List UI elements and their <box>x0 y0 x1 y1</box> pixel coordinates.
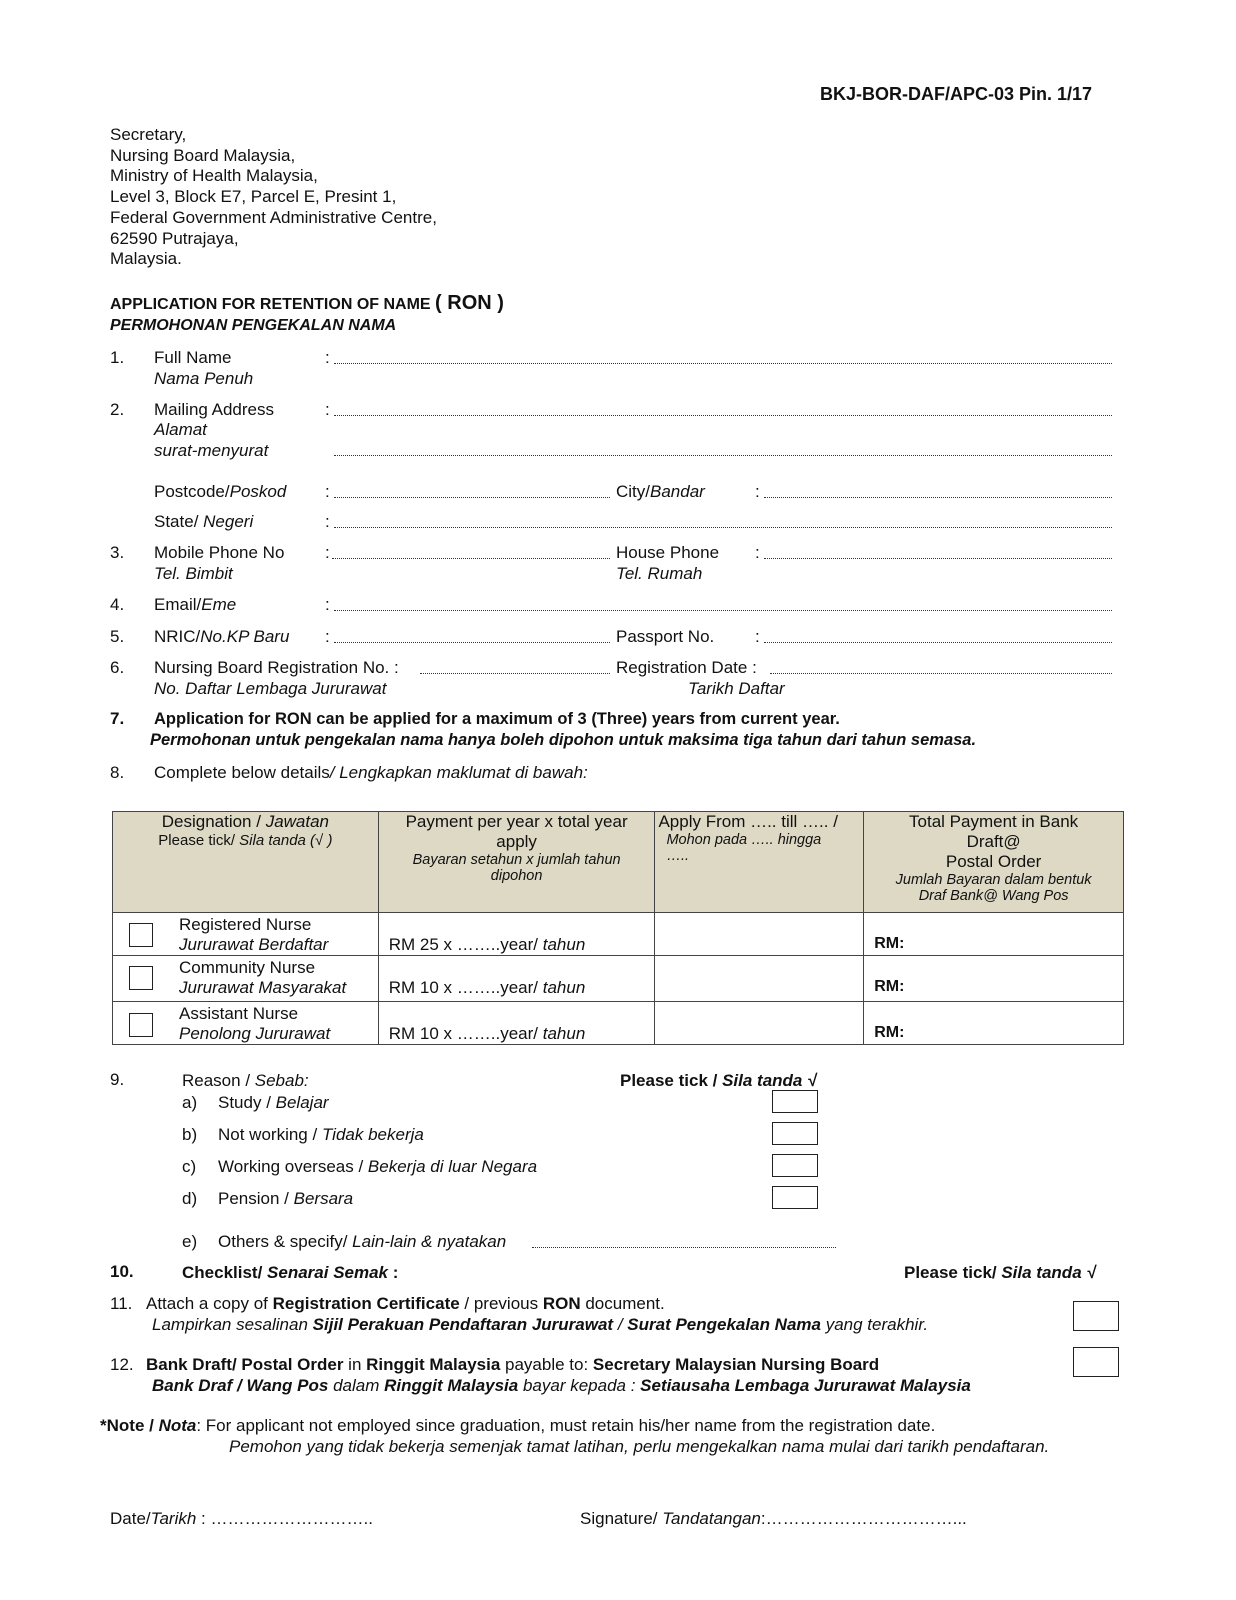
full-name-field[interactable] <box>334 363 1112 364</box>
item-number: 7. <box>110 709 125 728</box>
total-label: RM: <box>874 978 905 995</box>
postcode-field[interactable] <box>334 497 610 498</box>
header-designation: Designation / Jawatan Please tick/ Sila tanda (√ ) <box>113 812 379 913</box>
designation-en: Registered Nurse <box>179 915 312 934</box>
payment-cell: RM 10 x ……..year/ tahun <box>378 1002 655 1045</box>
payment-cell: RM 25 x ……..year/ tahun <box>378 913 655 956</box>
mailing-address-field-1[interactable] <box>334 415 1112 416</box>
reason-others: Others & specify/ Lain-lain & nyatakan <box>218 1232 507 1251</box>
reason-overseas: Working overseas / Bekerja di luar Negara <box>218 1157 538 1176</box>
note-text-ms: Pemohon yang tidak bekerja semenjak tamat latihan, perlu mengekalkan nama mulai dari tarikh pendaftaran. <box>229 1437 1050 1456</box>
item12-text-ms: Bank Draf / Wang Pos dalam Ringgit Malaysia bayar kepada : Setiausaha Lembaga Jururawat Malaysia <box>152 1376 971 1395</box>
table-row <box>113 1002 1124 1045</box>
address-line: Level 3, Block E7, Parcel E, Presint 1, <box>110 187 397 207</box>
header-apply-period: Apply From ….. till ….. / Mohon pada ….. hingga ….. <box>655 812 864 913</box>
item12-text: Bank Draft/ Postal Order in Ringgit Malaysia payable to: Secretary Malaysian Nursing Board <box>146 1355 880 1374</box>
total-payment-cell[interactable] <box>864 913 1124 956</box>
designation-en: Assistant Nurse <box>179 1004 299 1023</box>
checklist-tick-instruction: Please tick/ Sila tanda √ <box>904 1263 1096 1282</box>
full-name-label: Full Name <box>154 348 232 367</box>
designation-ms: Jururawat Masyarakat <box>179 978 347 997</box>
house-phone-label: House Phone <box>616 543 720 562</box>
designation-ms: Penolong Jururawat <box>179 1024 331 1043</box>
apply-period-cell[interactable] <box>655 1002 864 1045</box>
item-number: 8. <box>110 763 125 782</box>
passport-label: Passport No. <box>616 627 715 646</box>
house-phone-label-ms: Tel. Rumah <box>616 564 703 583</box>
total-label: RM: <box>874 935 905 952</box>
reason-tick-instruction: Please tick / Sila tanda √ <box>620 1071 817 1090</box>
apply-period-cell[interactable] <box>655 956 864 1002</box>
payment-cell: RM 10 x ……..year/ tahun <box>378 956 655 1002</box>
form-title-ms: PERMOHONAN PENGEKALAN NAMA <box>110 317 397 334</box>
reason-study-checkbox[interactable] <box>772 1090 818 1113</box>
house-phone-field[interactable] <box>764 558 1112 559</box>
registration-date-field[interactable] <box>770 673 1112 674</box>
table-row <box>113 956 1124 1002</box>
reason-overseas-checkbox[interactable] <box>772 1154 818 1177</box>
colon: : <box>325 348 330 367</box>
address-line: 62590 Putrajaya, <box>110 228 239 248</box>
item11-text-ms: Lampirkan sesalinan Sijil Perakuan Pendaftaran Jururawat / Surat Pengekalan Nama yang terakhir. <box>152 1315 929 1334</box>
reason-study: Study / Belajar <box>218 1093 329 1112</box>
address-line: Secretary, <box>110 125 187 144</box>
reason-key: c) <box>182 1157 197 1176</box>
registration-date-label: Registration Date : <box>616 658 757 677</box>
registration-no-field[interactable] <box>420 673 610 674</box>
address-line: Malaysia. <box>110 249 182 269</box>
designation-cell <box>113 913 379 956</box>
item7-text-ms: Permohonan untuk pengekalan nama hanya boleh dipohon untuk maksima tiga tahun dari tahun semasa. <box>150 731 977 749</box>
reason-key: a) <box>182 1093 198 1112</box>
field-number: 4. <box>110 595 125 614</box>
form-code: BKJ-BOR-DAF/APC-03 Pin. 1/17 <box>820 84 1093 104</box>
item7-text: Application for RON can be applied for a maximum of 3 (Three) years from current year. <box>154 710 840 728</box>
registration-no-label: Nursing Board Registration No. : <box>154 658 399 677</box>
nric-label: NRIC/No.KP Baru <box>154 627 290 646</box>
registration-date-label-ms: Tarikh Daftar <box>688 679 785 698</box>
state-label: State/ Negeri <box>154 512 254 531</box>
reason-key: b) <box>182 1125 198 1144</box>
item-number: 11. <box>110 1294 133 1313</box>
recipient-address <box>110 125 437 270</box>
full-name-label-ms: Nama Penuh <box>154 369 254 388</box>
total-label: RM: <box>874 1024 905 1041</box>
colon: : <box>325 595 330 614</box>
note-text: *Note / Nota: For applicant not employed since graduation, must retain his/her name from the registration date. <box>100 1416 936 1435</box>
postcode-label: Postcode/Poskod <box>154 482 287 501</box>
item-number: 10. <box>110 1262 134 1281</box>
title-ron: ( RON ) <box>435 292 504 314</box>
registration-no-label-ms: No. Daftar Lembaga Jururawat <box>154 679 387 698</box>
item-number: 12. <box>110 1355 134 1374</box>
total-payment-cell[interactable] <box>864 1002 1124 1045</box>
title-en: APPLICATION FOR RETENTION OF NAME <box>110 296 431 313</box>
nric-field[interactable] <box>334 642 610 643</box>
reason-key: e) <box>182 1232 198 1251</box>
assistant-nurse-checkbox[interactable] <box>129 1013 153 1037</box>
table-row <box>113 913 1124 956</box>
designation-cell <box>113 1002 379 1045</box>
reason-pension: Pension / Bersara <box>218 1189 354 1208</box>
designation-cell <box>113 956 379 1002</box>
colon: : <box>325 482 330 501</box>
colon: : <box>325 512 330 531</box>
colon: : <box>755 482 760 501</box>
mailing-address-label: Mailing Address <box>154 400 275 419</box>
form-title <box>110 292 504 315</box>
table-header-row <box>113 812 1124 913</box>
mobile-phone-label-ms: Tel. Bimbit <box>154 564 233 583</box>
registered-nurse-checkbox[interactable] <box>129 923 153 947</box>
designation-ms: Jururawat Berdaftar <box>179 935 329 954</box>
apply-period-cell[interactable] <box>655 913 864 956</box>
address-line: Federal Government Administrative Centre, <box>110 207 437 227</box>
mobile-phone-label: Mobile Phone No <box>154 543 285 562</box>
email-field[interactable] <box>334 610 1112 611</box>
certificate-checkbox[interactable] <box>1073 1301 1119 1331</box>
state-field[interactable] <box>334 527 1112 528</box>
checklist-label: Checklist/ Senarai Semak : <box>182 1263 399 1282</box>
field-number: 3. <box>110 543 125 562</box>
item8-text: Complete below details/ Lengkapkan maklumat di bawah: <box>154 763 588 782</box>
city-field[interactable] <box>764 497 1112 498</box>
date-field[interactable]: Date/Tarikh : ……………………….. <box>110 1509 373 1528</box>
city-label: City/Bandar <box>616 482 705 501</box>
mailing-address-label-ms2: surat-menyurat <box>154 441 269 460</box>
passport-field[interactable] <box>764 642 1112 643</box>
bank-draft-checkbox[interactable] <box>1073 1347 1119 1377</box>
reason-pension-checkbox[interactable] <box>772 1186 818 1209</box>
colon: : <box>325 543 330 562</box>
item11-text: Attach a copy of Registration Certificate / previous RON document. <box>146 1294 665 1313</box>
reason-key: d) <box>182 1189 198 1208</box>
signature-field[interactable]: Signature/ Tandatangan:……………………………... <box>580 1509 967 1528</box>
mailing-address-label-ms: Alamat <box>154 420 207 439</box>
field-number: 5. <box>110 627 125 646</box>
field-number: 2. <box>110 400 125 419</box>
designation-table <box>112 811 1124 1045</box>
colon: : <box>325 627 330 646</box>
total-payment-cell[interactable] <box>864 956 1124 1002</box>
reason-label: Reason / Sebab: <box>182 1071 309 1090</box>
header-total-payment: Total Payment in Bank Draft@ Postal Order Jumlah Bayaran dalam bentuk Draf Bank@ Wang Pos <box>864 812 1124 913</box>
email-label: Email/Eme <box>154 595 237 614</box>
colon: : <box>325 400 330 419</box>
community-nurse-checkbox[interactable] <box>129 966 153 990</box>
address-line: Ministry of Health Malaysia, <box>110 166 318 186</box>
header-payment: Payment per year x total year apply Bayaran setahun x jumlah tahun dipohon <box>378 812 655 913</box>
reason-others-field[interactable] <box>532 1247 836 1248</box>
mailing-address-field-2[interactable] <box>334 455 1112 456</box>
address-line: Nursing Board Malaysia, <box>110 145 296 165</box>
colon: : <box>755 543 760 562</box>
designation-en: Community Nurse <box>179 958 316 977</box>
reason-not-working: Not working / Tidak bekerja <box>218 1125 424 1144</box>
colon: : <box>755 627 760 646</box>
field-number: 6. <box>110 658 125 677</box>
field-number: 1. <box>110 348 125 367</box>
reason-not-working-checkbox[interactable] <box>772 1122 818 1145</box>
item-number: 9. <box>110 1070 125 1089</box>
mobile-phone-field[interactable] <box>332 558 610 559</box>
